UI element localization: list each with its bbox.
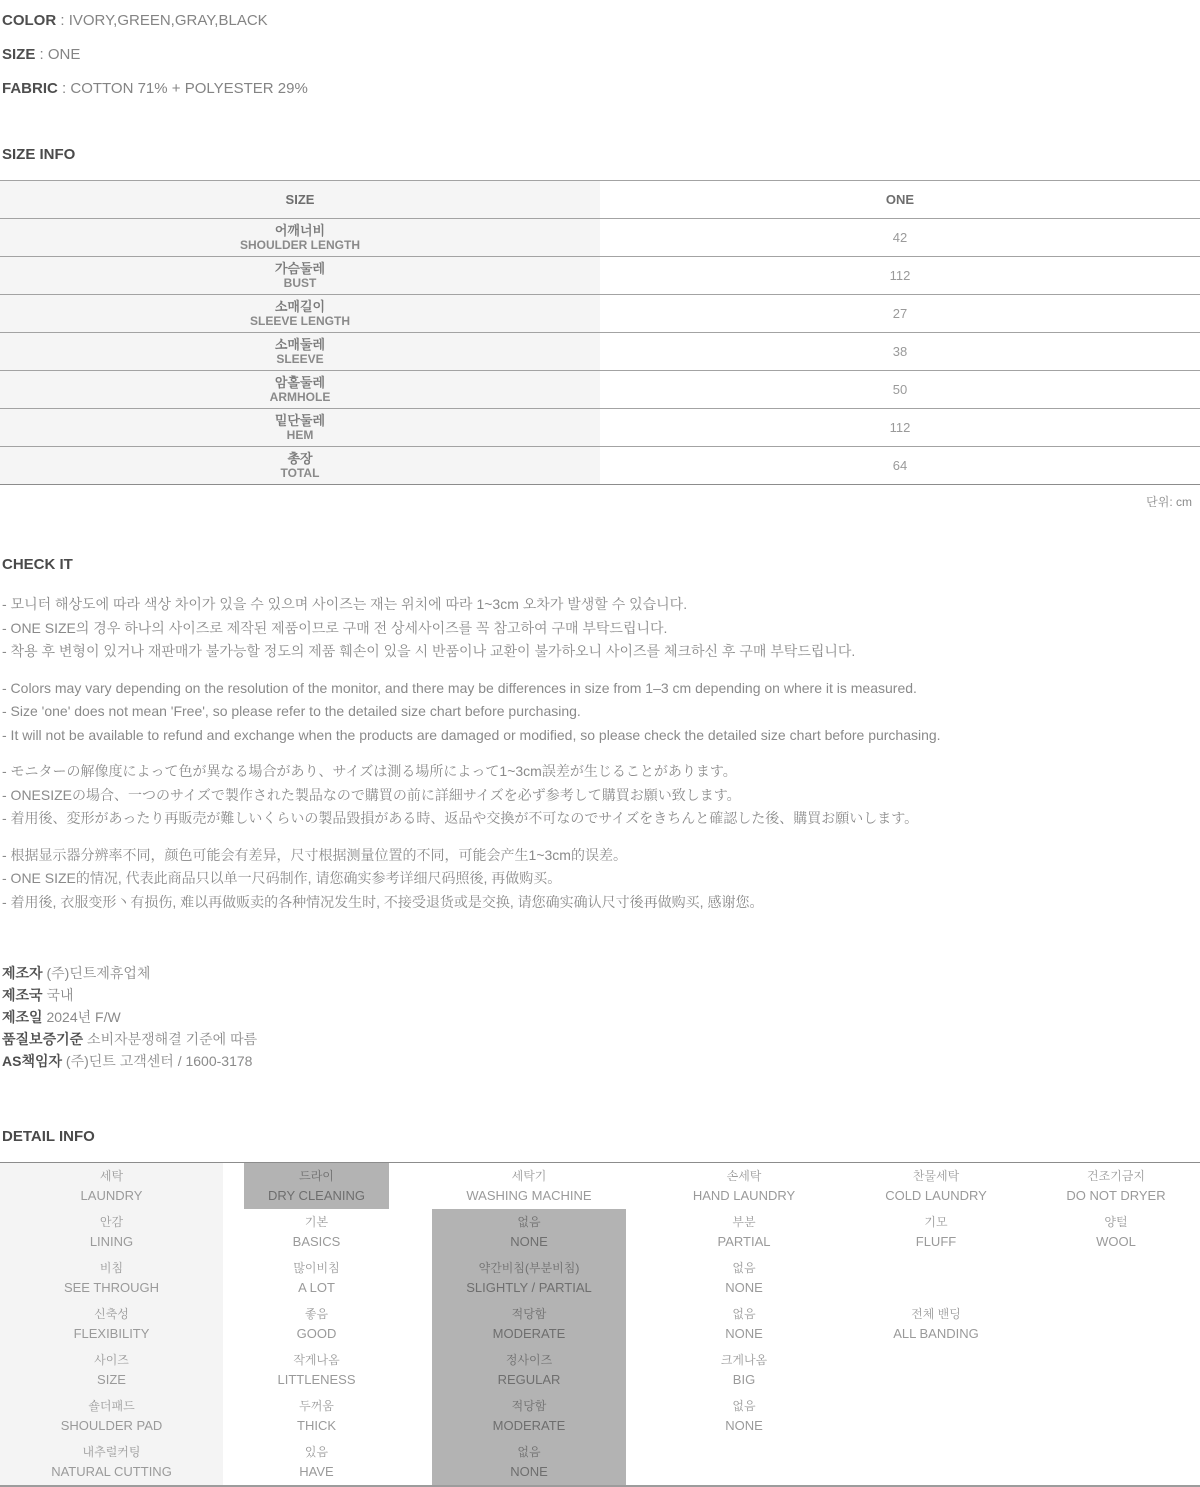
size-label-en: ARMHOLE [269, 389, 331, 404]
detail-cell: 전체 밴딩 ALL BANDING [893, 1307, 979, 1341]
detail-cell-selected: 정사이즈 REGULAR [432, 1347, 626, 1393]
size-row-label [0, 333, 600, 371]
spec-color [2, 4, 1200, 38]
manufacturer-label: 제조국 [2, 987, 43, 1003]
unit-label: 단위: cm [1146, 495, 1192, 509]
manufacturer-value: (주)딘트 고객센터 / 1600-3178 [65, 1053, 253, 1069]
table-row [0, 371, 1200, 409]
product-specs [0, 4, 1200, 106]
table-row [0, 447, 1200, 485]
size-label-kr: 소매둘레 [274, 336, 326, 352]
size-row-value: 112 [600, 409, 1200, 447]
manufacturer-value: 국내 [46, 987, 74, 1003]
detail-cell-selected: 드라이 DRY CLEANING [244, 1163, 389, 1209]
notes-korean [2, 593, 1200, 664]
detail-cell [1032, 1255, 1200, 1301]
size-label-kr: 가슴둘레 [274, 260, 326, 276]
detail-cell [1032, 1439, 1200, 1485]
manufacturer-value: (주)딘트제휴업체 [46, 965, 151, 981]
size-table [0, 180, 1200, 485]
detail-cell-see-through: 비침 SEE THROUGH [0, 1255, 223, 1301]
detail-cell [1032, 1393, 1200, 1439]
detail-cell [1032, 1301, 1200, 1347]
size-row-label [0, 409, 600, 447]
size-label-en: SHOULDER LENGTH [240, 237, 360, 252]
detail-cell-selected: 약간비침(부분비침) SLIGHTLY / PARTIAL [432, 1255, 626, 1301]
spec-label: COLOR [2, 12, 57, 29]
size-info-heading: SIZE INFO [2, 146, 76, 163]
detail-cell: 부분 PARTIAL [717, 1215, 771, 1249]
detail-cell: 두꺼움 THICK [297, 1399, 336, 1433]
detail-info-heading: DETAIL INFO [2, 1128, 95, 1145]
manufacturer-value: 소비자분쟁해결 기준에 따름 [87, 1031, 258, 1047]
table-row [0, 219, 1200, 257]
size-row-label [0, 219, 600, 257]
notes-english [2, 677, 1200, 748]
size-row-value: 27 [600, 295, 1200, 333]
detail-cell-flexibility: 신축성 FLEXIBILITY [0, 1301, 223, 1347]
table-row [0, 1163, 1200, 1209]
detail-cell [846, 1393, 1026, 1439]
size-row-label [0, 447, 600, 485]
size-label-en: TOTAL [280, 465, 320, 480]
spec-size [2, 38, 1200, 72]
size-label-kr: 총장 [287, 450, 313, 466]
manufacturer-line [2, 962, 1200, 984]
size-header-one: ONE [600, 181, 1200, 219]
size-table-header-row [0, 181, 1200, 219]
size-row-value: 42 [600, 219, 1200, 257]
check-it-heading: CHECK IT [2, 556, 73, 573]
detail-cell-lining: 안감 LINING [0, 1209, 223, 1255]
size-label-en: HEM [286, 427, 314, 442]
spec-colon: : [39, 46, 44, 63]
size-label-kr: 암홀둘레 [274, 374, 326, 390]
size-row-value: 38 [600, 333, 1200, 371]
detail-cell-shoulder-pad: 숄더패드 SHOULDER PAD [0, 1393, 223, 1439]
detail-cell: 좋음 GOOD [296, 1307, 337, 1341]
manufacturer-line [2, 984, 1200, 1006]
note-line: - Size 'one' does not mean 'Free', so please refer to the detailed size chart before purchasing. [2, 703, 581, 719]
size-label-en: BUST [283, 275, 317, 290]
note-line: - 着用後, 衣服变形丶有损伤, 难以再做贩卖的各种情况发生时, 不接受退货或是交换, 请您确实确认尺寸後再做购买, 感谢您。 [2, 893, 764, 910]
detail-cell: 없음 NONE [725, 1307, 763, 1341]
size-label-kr: 소매길이 [274, 298, 326, 314]
notes-chinese [2, 844, 1200, 915]
note-line: - ONE SIZE의 경우 하나의 사이즈로 제작된 제품이므로 구매 전 상세사이즈를 꼭 참고하여 구매 부탁드립니다. [2, 619, 668, 636]
detail-cell: 작게나옴 LITTLENESS [277, 1353, 356, 1387]
table-row [0, 1439, 1200, 1485]
detail-cell: 많이비침 A LOT [293, 1261, 340, 1295]
detail-cell-selected: 적당함 MODERATE [432, 1301, 626, 1347]
size-row-value: 64 [600, 447, 1200, 485]
table-row [0, 1393, 1200, 1439]
spec-value: COTTON 71% + POLYESTER 29% [70, 80, 308, 97]
spec-colon: : [62, 80, 67, 97]
manufacturer-label: 품질보증기준 [2, 1031, 84, 1047]
note-line: - 着用後、変形があったり再販売が難しいくらいの製品毀損がある時、返品や交換が不可なのでサイズをきちんと確認した後、購買お願いします。 [2, 810, 919, 826]
check-it-notes [0, 593, 1200, 914]
table-row [0, 1301, 1200, 1347]
manufacturer-info [0, 962, 1200, 1072]
size-row-label [0, 257, 600, 295]
spec-value: IVORY,GREEN,GRAY,BLACK [68, 12, 268, 29]
note-line: - It will not be available to refund and exchange when the products are damaged or modified, so please check the detailed size chart before purchasing. [2, 726, 941, 743]
manufacturer-value: 2024년 F/W [46, 1009, 121, 1025]
detail-table [0, 1162, 1200, 1487]
note-line: - ONESIZEの場合、一つのサイズで製作された製品なので購買の前に詳細サイズを必ず参考して購買お願い致します。 [2, 786, 741, 803]
detail-cell-selected: 적당함 MODERATE [432, 1393, 626, 1439]
table-row [0, 1209, 1200, 1255]
size-label-kr: 어깨너비 [274, 222, 326, 238]
detail-cell: 양털 WOOL [1096, 1215, 1136, 1249]
table-row [0, 333, 1200, 371]
spec-label: FABRIC [2, 80, 58, 97]
detail-cell: 기모 FLUFF [915, 1215, 957, 1249]
manufacturer-label: 제조자 [2, 965, 43, 981]
size-label-en: SLEEVE LENGTH [249, 313, 350, 328]
table-row [0, 295, 1200, 333]
detail-cell-size: 사이즈 SIZE [0, 1347, 223, 1393]
table-row [0, 409, 1200, 447]
note-line: - 모니터 해상도에 따라 색상 차이가 있을 수 있으며 사이즈는 재는 위치에 따라 1~3cm 오차가 발생할 수 있습니다. [2, 596, 688, 612]
spec-label: SIZE [2, 46, 36, 63]
spec-fabric [2, 72, 1200, 106]
table-row [0, 1347, 1200, 1393]
detail-cell: 기본 BASICS [292, 1215, 341, 1249]
detail-cell [846, 1347, 1026, 1393]
note-line: - 착용 후 변형이 있거나 재판매가 불가능할 정도의 제품 훼손이 있을 시 반품이나 교환이 불가하오니 사이즈를 체크하신 후 구매 부탁드립니다. [2, 643, 856, 659]
notes-japanese [2, 760, 1200, 831]
size-label-kr: 밑단둘레 [274, 412, 326, 428]
table-row [0, 257, 1200, 295]
detail-cell [846, 1255, 1026, 1301]
note-line: - Colors may vary depending on the resolution of the monitor, and there may be differences in size from 1–3 cm depending on where it is measured. [2, 679, 917, 696]
detail-cell: 건조기금지 DO NOT DRYER [1066, 1169, 1166, 1203]
manufacturer-label: AS책임자 [2, 1053, 63, 1069]
manufacturer-line [2, 1006, 1200, 1028]
size-row-label [0, 371, 600, 409]
detail-cell: 없음 NONE [725, 1261, 763, 1295]
note-line: - 根据显示器分辨率不同，颜色可能会有差异，尺寸根据测量位置的不同，可能会产生1~3cm的误差。 [2, 846, 627, 863]
manufacturer-label: 제조일 [2, 1009, 43, 1025]
note-line: - ONE SIZE的情况, 代表此商品只以单一尺码制作, 请您确实参考详细尺码照後, 再做购买。 [2, 870, 562, 886]
detail-cell [1032, 1347, 1200, 1393]
manufacturer-line [2, 1050, 1200, 1072]
spec-colon: : [60, 12, 65, 29]
size-label-en: SLEEVE [276, 351, 324, 366]
spec-value: ONE [47, 46, 81, 63]
detail-cell [648, 1439, 840, 1485]
size-header-size: SIZE [0, 181, 600, 219]
detail-cell: 없음 NONE [725, 1399, 763, 1433]
size-row-value: 50 [600, 371, 1200, 409]
detail-cell-natural-cutting: 내추럴커팅 NATURAL CUTTING [0, 1439, 223, 1485]
detail-cell: 있음 HAVE [299, 1445, 334, 1479]
detail-cell: 세탁기 WASHING MACHINE [466, 1169, 592, 1203]
size-row-label [0, 295, 600, 333]
manufacturer-line [2, 1028, 1200, 1050]
detail-cell: 크게나옴 BIG [720, 1353, 768, 1387]
detail-cell-selected: 없음 NONE [432, 1209, 626, 1255]
detail-cell-laundry: 세탁 LAUNDRY [0, 1163, 223, 1209]
detail-cell: 손세탁 HAND LAUNDRY [692, 1169, 796, 1203]
detail-cell-selected: 없음 NONE [432, 1439, 626, 1485]
detail-cell [846, 1439, 1026, 1485]
table-row [0, 1255, 1200, 1301]
size-row-value: 112 [600, 257, 1200, 295]
detail-cell: 찬물세탁 COLD LAUNDRY [885, 1169, 987, 1203]
note-line: - モニターの解像度によって色が異なる場合があり、サイズは測る場所によって1~3cm誤差が生じることがあります。 [2, 763, 737, 779]
